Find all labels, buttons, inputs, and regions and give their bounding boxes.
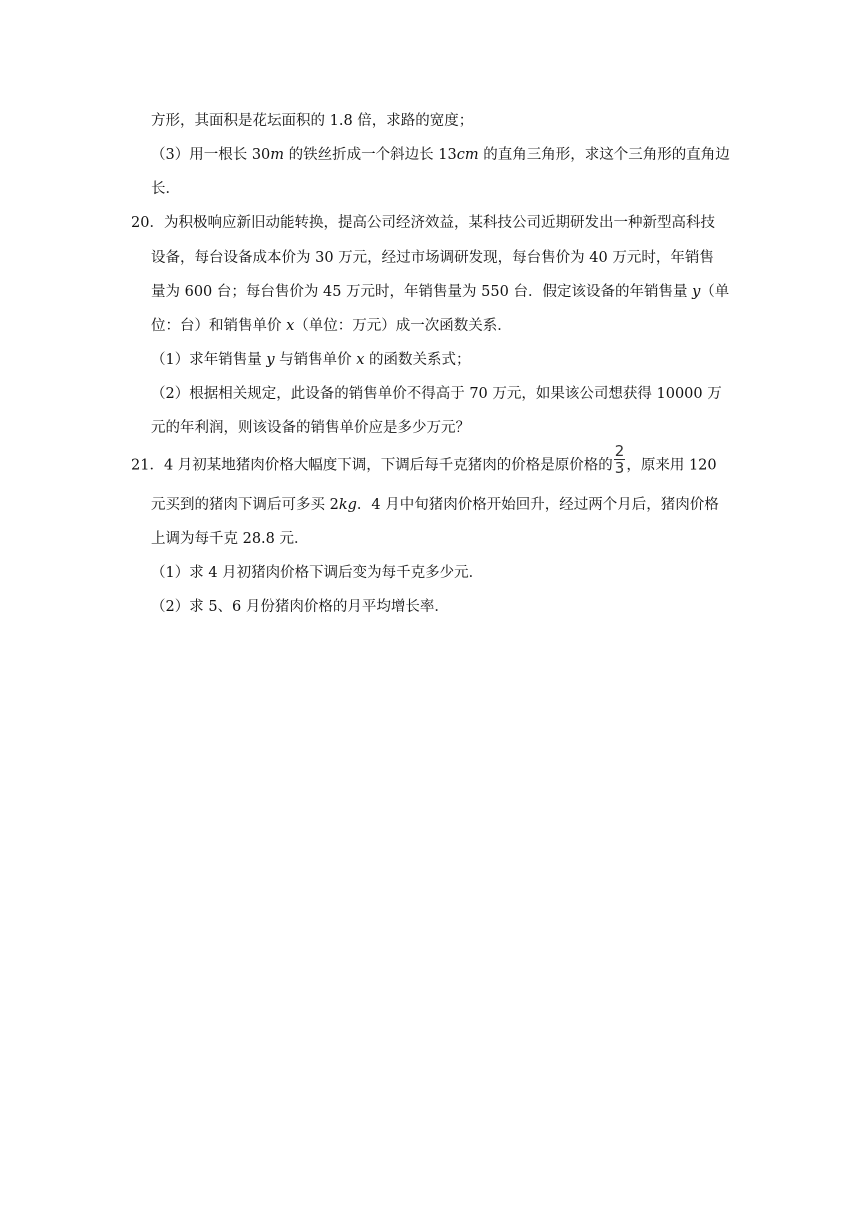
q20-text-1: 20．为积极响应新旧动能转换，提高公司经济效益，某科技公司近期研发出一种新型高科技 [131,215,715,231]
q20-line-2 [151,248,714,268]
q20-p2-text-2: 元的年利润，则该设备的销售单价应是多少万元？ [151,420,470,436]
q20-text-4b: （单位：万元）成一次函数关系． [294,318,512,334]
q20-line-3 [151,282,729,302]
q21-text-2a: 元买到的猪肉下调后可多买 2 [151,497,339,513]
q21-text-1b: ，原来用 120 [626,457,717,474]
q20-p1-a: （1）求年销售量 [151,352,267,368]
q19-text-1: 方形，其面积是花坛面积的 1.8 倍，求路的宽度； [151,113,474,129]
q21-unit-kg: kg [338,497,357,513]
q21-p1-text: （1）求 4 月初猪肉价格下调后变为每千克多少元． [151,565,484,581]
q20-text-3-end: （单 [700,284,730,300]
q20-p1-c: 的函数关系式； [364,352,471,368]
q20-p1-b: 与销售单价 [274,352,357,368]
q20-part1 [151,350,471,370]
q21-text-1a: 21．4 月初某地猪肉价格大幅度下调，下调后每千克猪肉的价格是原价格的 [131,457,613,474]
q21-line-3 [151,529,309,549]
q20-part2-line-1 [151,384,722,404]
q19-line-1 [151,111,473,131]
q19-unit-cm: cm [456,147,479,163]
q20-var-y: y [692,284,701,300]
q20-text-2: 设备，每台设备成本价为 30 万元，经过市场调研发现，每台售价为 40 万元时，年销售 [151,250,714,266]
q19-part3-end [151,179,180,199]
fraction-denominator: 3 [614,459,625,477]
q21-text-2b: ．4 月中旬猪肉价格开始回升，经过两个月后，猪肉价格 [356,497,719,513]
q20-p2-text-1: （2）根据相关规定，此设备的销售单价不得高于 70 万元，如果该公司想获得 10000 万 [151,386,722,402]
q21-part1 [151,563,483,583]
q20-part2-line-2 [151,418,470,438]
q21-text-3: 上调为每千克 28.8 元． [151,531,309,547]
q20-text-4a: 位：台）和销售单价 [151,318,287,334]
q21-part2 [151,597,449,617]
q19-p3-text-a: （3）用一根长 30 [151,147,271,163]
q19-p3-end-text: 长． [151,181,180,197]
q20-p1-var-y: y [266,352,275,368]
q20-line-4 [151,316,512,336]
q20-var-x: x [286,318,295,334]
q20-text-3: 量为 600 台；每台售价为 45 万元时，年销售量为 550 台．假定该设备的年销售量 [151,284,693,300]
q21-p2-text: （2）求 5、6 月份猪肉价格的月平均增长率． [151,599,449,615]
q21-line-1 [131,442,717,477]
q21-line-2 [151,495,719,515]
fraction-two-thirds [614,443,626,476]
q20-p1-var-x: x [356,352,365,368]
q19-p3-text-b: 的铁丝折成一个斜边长 13 [284,147,457,163]
q19-p3-text-c: 的直角三角形，求这个三角形的直角边 [478,147,730,163]
q19-unit-m: m [270,147,285,163]
q20-line-1 [131,213,715,233]
fraction-numerator: 2 [614,442,625,460]
q19-part3-line [151,145,730,165]
